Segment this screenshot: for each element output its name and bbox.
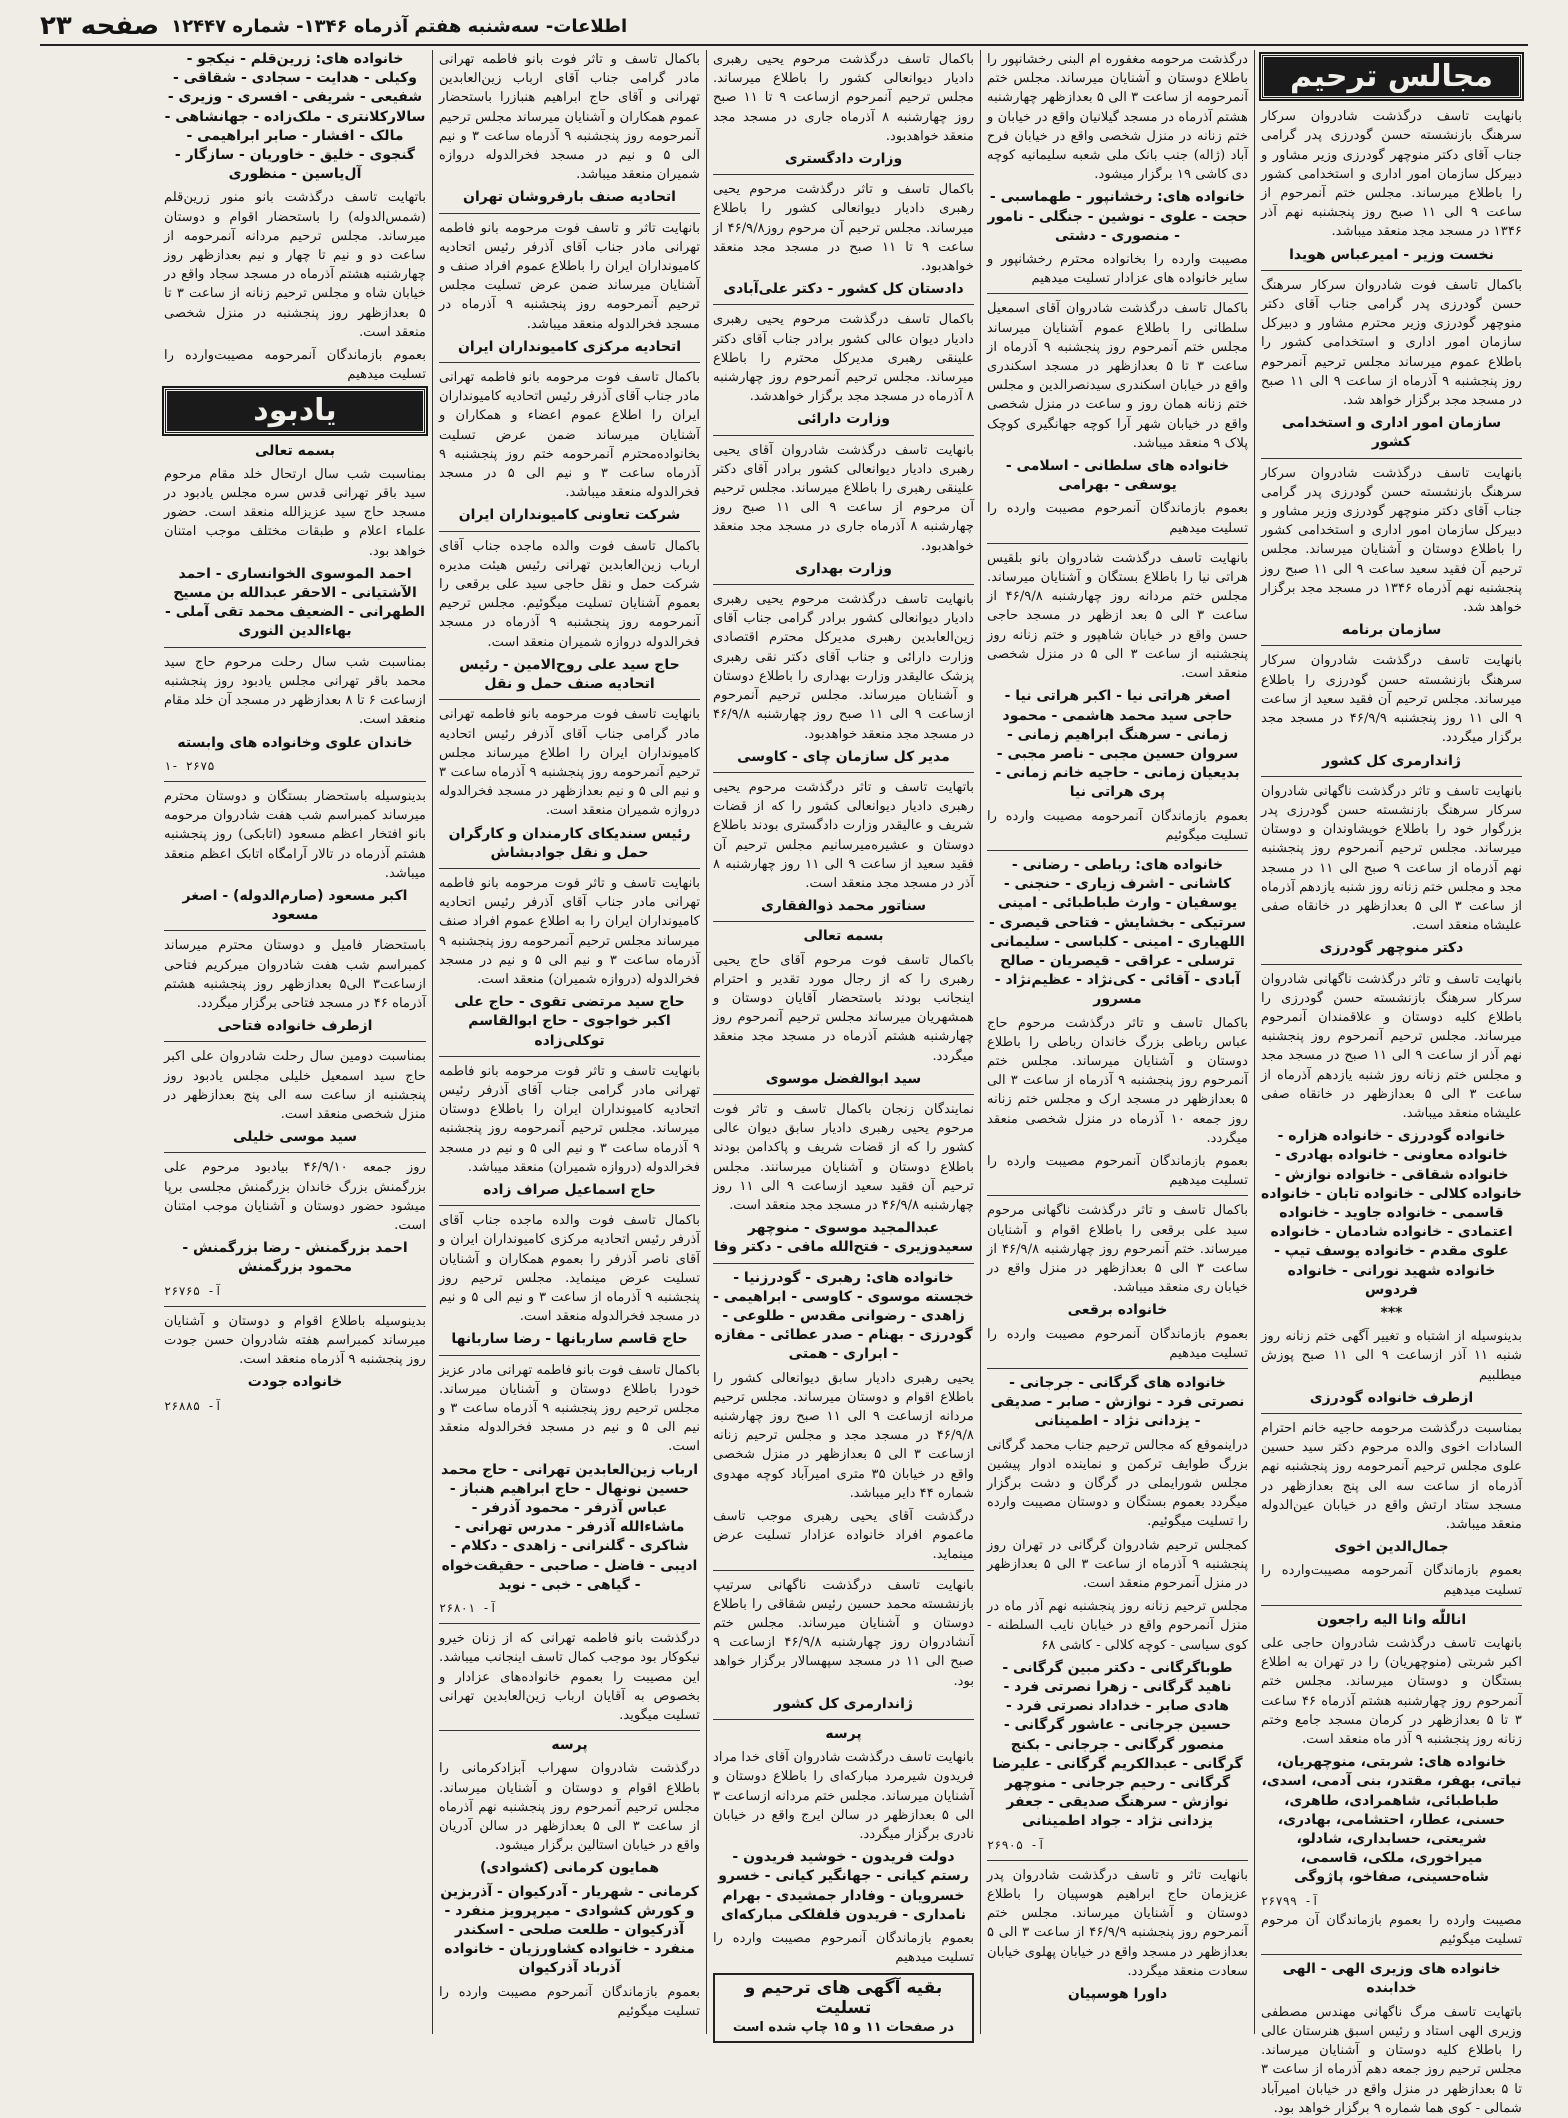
continued-title: بقیه آگهی های ترحیم و تسلیت — [744, 1978, 943, 2018]
notice-signature: دادستان کل کشور - دکتر علی‌آبادی — [723, 281, 964, 298]
families-list: خانواده های: رهبری - گودرزنیا - خجسته موسوی - کاوسی - ابراهیمی - زاهدی - رضوانی مقدس - طلوعی - گودرزی - بهنام - صدر عطائی - مفازه - ابراری - همتی — [713, 1269, 974, 1363]
notice-signature: خانواده جودت — [247, 1374, 343, 1391]
notice-signature: سید موسی خلیلی — [232, 1129, 358, 1146]
notice-text: باکمال تاسف درگذشت شادروان آقای اسمعیل سلطانی را باطلاع عموم آشنایان میرساند مجلس ختم آنمرحوم روز پنجشنبه ۹ آذرماه از ساعت ۳ تا ۵ بعدازظهر در مسجد اسکندری واقع در خیابان اسکندری سیدنصرالدین و مجلس ختم زنانه همان روز و ساعت در منزل شخصی واقع در خیابان شهر آرا کوچه جهانگیری کوچک پلاک ۹ منعقد میباشد. — [987, 301, 1249, 451]
divider — [987, 293, 1248, 294]
notice-text: بدینوسیله از اشتباه و تغییر آگهی ختم زنانه روز شنبه ۱۱ آذر ازساعت ۹ الی ۱۱ صبح پوزش میطلبیم — [1261, 1329, 1522, 1383]
notice-text: بدینوسیله باستحضار بستگان و دوستان محترم میرساند کمبراسم شب هفت شادروان مرحومه بانو افتخار اعظم مسعود (اتابکی) روز پنجشنبه هشتم آذرماه در تالار آرامگاه اتابک اعظم منعقد میباشد. — [164, 788, 426, 881]
notice-text: باکمال تاسف فوت والده ماجده جناب آقای آذرفر رئیس اتحادیه مرکزی کامیونداران ایران و آقای ناصر آذرفر را بعموم همکاران و آشنایان تسلیت عرض مینماید. مجلس ترحیم روز پنجشنبه ۹ آذرماه از ساعت ۳ و نیم الی ۵ و نیم در مسجد فخرالدوله منعقد است. — [439, 1213, 700, 1325]
notice-signature: حاج قاسم ساربانها - رضا ساربانها — [451, 1331, 688, 1348]
notice-text: درگذشت شادروان سهراب آبزادکرمانی را باطلاع اقوام و دوستان و آشنایان میرساند. مجلس ترحیم آنمرحوم روز پنجشنبه نهم آذرماه از ساعت ۳ الی ۵ بعدازظهر در سالن آدریان واقع در خیابان استالین برگزار میشود. — [439, 1761, 700, 1854]
notice-text: باکمال تاسف فوت والده ماجده جناب آقای ارباب زین‌العابدین تهرانی رئیس هیئت مدیره شرکت حمل و نقل حاجی سید علی برقعی را بعموم آشنایان تسلیت میگوئیم. مجلس ترحیم آنمرحومه روز پنجشنبه ۹ آذرماه در مسجد فخرالدوله دروازه شمیران منعقد است. — [439, 538, 700, 650]
notice-text: مصیبت وارده را بخانواده محترم رخشانپور و سایر خانواده های عزادار تسلیت میدهیم — [987, 252, 1248, 287]
notice-text: بانهایت تاثر و تاسف فوت مرحومه بانو فاطمه تهرانی مادر جناب آقای آذرفر رئیس اتحادیه کامیونداران ایران را باطلاع عموم افراد صنف و آشنایان میرساند ضمن عرض تسلیت مجلس ترحیم آنمرحومه روز پنجشنبه ۹ آذرماه در مسجد فخرالدوله منعقد میباشد. — [439, 220, 700, 332]
divider — [439, 1623, 700, 1624]
divider — [164, 930, 426, 931]
notice-text: بعموم بازماندگان آنمرحومه مصیبت وارده را تسلیت میگوئیم — [987, 808, 1248, 843]
notice-text: بعموم بازماندگان آنمرحوم مصیبت وارده را تسلیت میدهیم — [987, 501, 1248, 536]
divider — [987, 1195, 1248, 1196]
notice-text: باکمال تاسف درگذشت مرحوم یحیی رهبری دادیار دیوانعالی کشور را باطلاع میرساند. مجلس ترحیم آنمرحوم ازساعت ۹ تا ۱۱ صبح روز چهارشنبه ۸ آذرماه جاری در مسجد مجد منعقد خواهدبود. — [713, 52, 975, 144]
notice-text: نمایندگان زنجان باکمال تاسف و تاثر فوت مرحوم یحیی رهبری دادیار سابق دیوان عالی کشور را که از قضات شریف و پاکدامن بودند باطلاع دوستان و آشنایان میرسانند. مجلس ترحیم آن فقید سعید ازساعت ۹ الی ۱۱ روز چهارشنبه ۴۶/۹/۸ در مسجد مجد منعقد است. — [713, 1101, 974, 1213]
divider — [1261, 1605, 1522, 1606]
notice-text: روز جمعه ۴۶/۹/۱۰ بیادبود مرحوم علی بزرگمنش بزرگ خاندان بزرگمنش مجلسی برپا میشود حضور دوستان و آشنایان موجب امتنان است. — [164, 1160, 427, 1233]
notice-text: بانهایت تاثر و تاسف درگذشت شادروان پدر عزیزمان حاج ابراهیم هوسپیان را باطلاع دوستان و آشنایان میرساند. مجلس ختم آنمرحوم روز پنجشنبه ۴۶/۹/۹ از ساعت ۳ الی ۵ بعدازظهر در مسجد واقع در خیابان پهلوی خیابان سعادت منعقد میگردد. — [987, 1867, 1248, 1979]
ad-code: آ- ۲۶۷۶۵ — [164, 1283, 222, 1298]
notice-text: بانهایت تاسف درگذشت شادروان سرکار سرهنگ بازنشسته حسن گودرزی را باطلاع میرساند. مجلس ترحیم آن فقید سعید از ساعت ۹ الی ۱۱ روز پنجشنبه ۴۶/۹/۹ در مسجد مجد برگزار میگردد. — [1261, 653, 1523, 746]
ad-code: آ- ۲۶۹۰۵ — [987, 1837, 1045, 1852]
section-banner-memorial: مجالس ترحیم — [1261, 54, 1522, 99]
notice-text: درگذشت بانو فاطمه تهرانی که از زنان خیرو نیکوکار بود موجب کمال تاسف اینجانب میباشد. این مصیبت را بعموم خانواده‌های عزادار و بخصوص به آقایان ارباب زین‌العابدین تهرانی تسلیت میگوید. — [439, 1631, 700, 1724]
families-list: خانواده های سلطانی - اسلامی - یوسفی - بهرامی — [1005, 458, 1230, 494]
notice-signature: عبدالمجید موسوی - منوچهر سعیدوزیری - فتح‌الله مافی - دکتر وفا — [713, 1220, 974, 1256]
notice-text: باکمال تاسف و تاثر درگذشت مرحوم حاج عباس رباطی بزرگ خاندان رباطی را باطلاع دوستان و آشنایان میرساند. مجلس ختم آنمرحوم روز پنجشنبه ۹ آذرماه از ساعت ۳ الی ۵ بعدازظهر در مسجد ارک و مجلس ختم زنانه روز جمعه ۱۰ آذرماه در منزل شخصی منعقد میگردد. — [987, 1015, 1248, 1146]
notice-heading: بسمه تعالی — [803, 928, 884, 945]
notice-signature: وزارت بهداری — [795, 560, 892, 577]
notice-text: بانهایت تاسف درگذشت شادروان حاجی علی اکبر شربتی (منوچهریان) را در تهران به اطلاع بستگان و دوستان میرساند. مجلس ختم آنمرحوم روز چهارشنبه هشتم آذرماه ۴۶ ساعت ۳ تا ۵ بعدازظهر در کرمان مسجد جامع وختم زنانه روز پنجشنبه ۹ آذر ماه منعقد است. — [1261, 1636, 1522, 1748]
notice-signature: نخست وزیر - امیرعباس هویدا — [1289, 246, 1494, 263]
notice-text: بانهایت تاسف درگذشت شادروان آقای خدا مراد فریدون شیرمرد مبارکه‌ای را باطلاع دوستان و آشنایان میرساند. مجلس ختم مردانه ازساعت ۳ الی ۵ بعدازظهر در سالن ایرج واقع در خیابان نادری برگزار میگردد. — [713, 1750, 974, 1843]
column-2 — [980, 50, 1254, 2034]
notice-text: بمناسبت شب سال ارتحال خلد مقام مرحوم سید باقر تهرانی قدس سره مجلس یادبود در مسجد حاج سید عزیزالله منعقد است. حضور علماء اعلام و طبقات مختلف موجب امتنان خواهد بود. — [164, 466, 426, 559]
families-list: خانواده های گرگانی - جرجانی - نصرتی فرد - نوازش - صابر - صدیقی - یزدانی نژاد - اطمینانی — [990, 1375, 1245, 1430]
divider — [439, 1205, 700, 1206]
notice-text: باکمال تاسف و تاثر درگذشت مرحوم یحیی رهبری دادیار دیوانعالی کشور را باطلاع میرساند. مجلس ترحیم آن مرحوم روز۴۶/۹/۸ از ساعت ۹ تا ۱۱ صبح در مسجد مجد منعقد خواهدبود. — [713, 182, 975, 275]
families-list: دولت فریدون - خوشید فریدون - رستم کیانی - جهانگیر کیانی - خسرو خسرویان - وفادار جمشیدی - بهرام نامداری - فریدون فلفلکی مبارکه‌ای — [718, 1849, 969, 1923]
column-3 — [706, 50, 980, 2034]
columns — [40, 50, 1528, 2116]
notice-text: باتهایت تاسف و تاثر درگذشت مرحوم یحیی رهبری دادیار دیوانعالی کشور را که از قضات شریف و عالیقدر وزارت دادگستری بودند باطلاع دوستان و عشیره‌میرسانیم مجلس ترحیم آن فقید سعید از ساعت ۹ الی ۱۱ روز چهارشنبه ۸ آذر در مسجد مجد منعقد است. — [713, 779, 974, 891]
ad-code: آ- ۲۶۸۰۱ — [439, 1601, 497, 1616]
notice-signature: جمال‌الدین اخوی — [1334, 1539, 1449, 1556]
notice-signature: مدیر کل سازمان چای - کاوسی — [737, 748, 950, 765]
divider — [987, 850, 1248, 851]
divider — [713, 304, 974, 305]
divider — [439, 362, 700, 363]
notice-signature: خاندان علوی وخانواده های وابسته — [177, 734, 413, 751]
notice-signature: خانواده برقعی — [1067, 1302, 1168, 1319]
divider — [1261, 270, 1522, 271]
divider — [987, 543, 1248, 544]
families-list: ارباب زین‌العابدین تهرانی - حاج محمد حسین نونهال - حاج ابراهیم هنباز - عباس آذرفر - محمود آذرفر - ماشاءالله آذرفر - مدرس تهرانی - شاکری - گلنرانی - زاهدی - دکلام - ادیبی - فاضل - صاحبی - حقیقت‌خواه - گیاهی - خبی - نوید — [440, 1461, 699, 1593]
notice-text: بعموم بازماندگان آنمرحوم مصیبت وارده را تسلیت میدهیم — [987, 1153, 1248, 1189]
families-list: خانواده های: رباطی - رضانی - کاشانی - اشرف زیاری - حنجنی - یوسفیان - وارث طباطبائی - امینی سرتیکی - بخشایش - فتاحی قیصری - اللهیاری - امینی - کلباسی - سلیمانی ترسلی - عراقی - قیصریان - صالح آبادی - آقائی - کی‌نژاد - عظیم‌نژاد - مسرور — [989, 856, 1246, 1008]
notice-signature: اتحادیه مرکزی کامیونداران ایران — [457, 338, 682, 355]
continued-notice-box — [713, 1973, 974, 2043]
notice-heading: بسمه تعالی — [254, 442, 336, 459]
notice-text: دراینموقع که مجالس ترحیم جناب محمد گرگانی بزرگ طوایف ترکمن و نماینده ادوار پیشین مجلس شورایملی در گرگان و دشت برگزار میگردد بعموم بستگان و دوستان مصیبت وارده را تسلیت میگوئیم. — [987, 1437, 1248, 1530]
notice-text: باکمال تاسف و تاثر فوت بانو فاطمه تهرانی مادر گرامی جناب آقای ارباب زین‌العابدین تهرانی و آقای حاج ابراهیم هنبازرا باستحضار عموم همکاران و آشنایان میرساند مجلس ترحیم آنمرحومه روز پنجشنبه ۹ آذرماه ساعت ۳ و نیم الی ۵ و نیم در مسجد فخرالدوله دروازه شمیران منعقد میباشد. — [439, 52, 700, 183]
notice-text: بانهایت تاسف درگذشت مرحوم یحیی رهبری دادیار دیوانعالی کشور برادر گرامی جناب آقای زین‌العابدین رهبری مدیرکل محترم اقتصادی وزارت دارائی و جناب آقای دکتر نقی رهبری پزشک عالیقدر وزارت بهداری را باطلاع دوستان و آشنایان میرساند. مجلس ترحیم آنمرحوم ازساعت ۹ الی ۱۱ صبح روز چهارشنبه ۴۶/۹/۸ در مسجد مجد منعقد خواهدبود. — [713, 592, 974, 742]
page-number: صفحه ۲۳ — [40, 11, 160, 41]
notice-signature: ژاندارمری کل کشور — [1322, 752, 1461, 769]
ad-code: ۱- ۲۶۷۵ — [164, 758, 215, 773]
notice-text: باکمال تاسف فوت مرحوم آقای حاج یحیی رهبری را که از رجال مورد تقدیر و احترام اینجانب بودند باستحضار آقایان دوستان و همشهریان میرساند مجلس ترحیم آنمرحوم روز چهارشنبه هشتم آذرماه در مسجد مجد منعقد میگردد. — [713, 952, 974, 1064]
notice-text: کمجلس ترحیم شادروان گرگانی در تهران روز پنجشنبه ۹ آذرماه از ساعت ۳ الی ۵ بعدازظهر در منزل آنمرحوم منعقد است. — [987, 1537, 1248, 1592]
divider — [439, 1730, 700, 1731]
notice-signature: احمد الموسوی الخوانساری - احمد الآشتیانی - الاحقر عبدالله بن مسیح الطهرانی - الضعیف محمد تقی آملی - بهاءالدین النوری — [165, 565, 425, 640]
divider — [1261, 458, 1522, 459]
divider — [713, 1570, 974, 1571]
notice-text: درگذشت مرحومه مغفوره ام البنی رخشانپور را باطلاع دوستان و آشنایان میرساند. مجلس ختم آنمرحومه از ساعت ۳ الی ۵ بعدازظهر چهارشنبه هشتم آذرماه در مسجد گیلانیان واقع در خیابان و ختم زنانه در منزل شخصی واقع در خیابان فرح آباد (ژاله) جنب بانک ملی شعبه سلیمانیه کوچه دی کاشی ۱۹ برگزار میشود. — [987, 52, 1248, 183]
issue-info: اطلاعات- سه‌شنبه هفتم آذرماه ۱۳۴۶- شماره ۱۲۴۴۷ — [171, 15, 628, 37]
notice-heading: اناللّٰه وانا الیه راجعون — [1316, 1611, 1467, 1628]
families-list: کرمانی - شهریار - آدرکیوان - آذربزین و کورش کشوادی - میرپرویز منفرد - آذرکیوان - طلعت صلحی - اسکندر منفرد - خانواده کشاورزیان - خانواده آذرباد آذرکیوان — [440, 1883, 699, 1977]
divider — [1261, 964, 1522, 965]
notice-text: بانهایت تاسف درگذشت شادروان آقای یحیی رهبری دادیار دیوانعالی کشور برادر آقای دکتر علینقی رهبری را باطلاع میرساند. مجلس ترحیم آن مرحوم از ساعت ۹ الی ۱۱ صبح روز چهارشنبه ۸ آذرماه جاری در مسجد مجد منعقد خواهدبود. — [713, 442, 974, 554]
divider — [439, 1355, 700, 1356]
page-header — [40, 8, 1528, 46]
families-list: خانواده گودرزی - خانواده هزاره - خانواده معاونی - خانواده بهادری - خانواده شقاقی - خانواده نوازش - خانواده کلالی - خانواده تابان - خانواده قاسمی - خانواده جاوید - خانواده اعتمادی - خانواده شادمان - خانواده علوی مقدم - خانواده یوسف تیپ - خانواده شهید نورانی - خانواده فردوس — [1261, 1128, 1522, 1298]
families-list: طوباگرگانی - دکتر مبین گرگانی - ناهید گرگانی - زهرا نصرتی فرد - هادی صابر - خداداد نصرتی فرد - حسین جرجانی - عاشور گرگانی - منصور گرگانی - جرجانی - بکنج گرگانی - عبدالکریم گرگانی - علیرضا گرگانی - رحیم جرجانی - منوچهر نوازش - سرهنگ صدیقی - جعفر یزدانی نژاد - جواد اطمینانی — [992, 1659, 1243, 1830]
notice-signature: احمد بزرگمنش - رضا بزرگمنش - محمود بزرگمنش — [182, 1240, 408, 1276]
notice-text: بمناسبت شب سال رحلت مرحوم حاج سید محمد باقر تهرانی مجلس یادبود روز پنجشنبه ازساعت ۶ تا ۸ بعدازظهر در مسجد آن خلد مقام منعقد است. — [164, 654, 426, 728]
notice-text: یحیی رهبری دادیار سابق دیوانعالی کشور را باطلاع اقوام و دوستان میرساند. مجلس ترحیم مردانه ازساعت ۹ الی ۱۱ صبح روز چهارشنبه ۴۶/۹/۸ در مسجد مجد و مجلس ترحیم زنانه ازساعت ۳ الی ۵ بعدازظهر در منزل شخصی واقع در خیابان ۳۵ متری امیرآباد کوچه مهدوی شماره ۴۴ دایر میباشد. — [713, 1370, 974, 1501]
notice-signature: وزارت دارائی — [797, 411, 890, 428]
notice-text: بعموم بازماندگان آنمرحوم مصیبت وارده را تسلیت میگوئیم — [439, 1984, 700, 2019]
ad-code: آ- ۲۶۸۸۵ — [164, 1398, 222, 1413]
notice-text: بعموم بازماندگان آنمرحوم مصیبت وارده را تسلیت میدهیم — [987, 1326, 1248, 1361]
notice-signature: دکتر منوچهر گودرزی — [1319, 940, 1464, 957]
notice-text: باکمال تاسف فوت بانو فاطمه تهرانی مادر عزیز خودرا باطلاع دوستان و آشنایان میرساند. مجلس ترحیم روز پنجشنبه ۹ آذرماه ساعت ۳ و نیم الی ۵ و نیم در مسجد فخرالدوله منعقد است. — [439, 1362, 701, 1455]
notice-text: بعموم بازماندگان آنمرحوم مصیبت وارده را تسلیت میدهیم — [713, 1931, 974, 1966]
divider — [1261, 645, 1522, 646]
notice-signature: اکبر مسعود (صارم‌الدوله) - اصغر مسعود — [182, 887, 408, 924]
notice-text: بانهایت تاسف درگذشت شادروان سرکار سرهنگ بازنشسته حسن گودرزی پدر گرامی جناب آقای دکتر منوچهر گودرزی وزیر مشاور و دبیرکل سازمان امور اداری و استخدامی کشور را باطلاع دوستان و آشنایان میرساند. مجلس ترحیم آن فقید سعید ساعت ۹ الی ۱۱ صبح روز پنجشنبه نهم آذرماه ۱۳۴۶ در مسجد مجد برگزار خواهد شد. — [1261, 465, 1522, 616]
notice-signature: حاج سید مرتضی تقوی - حاج علی اکبر خواجوی - حاج ابوالقاسم توکلی‌زاده — [454, 994, 685, 1049]
notice-text: باستحضار فامیل و دوستان محترم میرساند کمبراسم شب هفت شادروان میرکریم فتاحی ازساعت۳ الی۵ بعدازظهر روز پنجشنبه هشتم آذرماه ۴۶ در مسجد فتاحی برگزار میگردد. — [164, 938, 426, 1011]
notice-text: بمناسبت دومین سال رحلت شادروان علی اکبر حاج سید اسمعیل خلیلی مجلس یادبود روز پنجشنبه از ساعت سه الی پنج بعدازظهر در منزل شخصی منعقد است. — [164, 1049, 426, 1122]
notice-heading: پرسه — [825, 1726, 862, 1743]
divider — [164, 1306, 426, 1307]
notice-signature: داورا هوسپیان — [1067, 1986, 1168, 2003]
divider — [164, 647, 426, 648]
notice-signature: شرکت تعاونی کامیونداران ایران — [458, 507, 681, 524]
notice-text: بانهایت تاسف و تاثر درگذشت ناگهانی شادروان سرکار سرهنگ بازنشسته حسن گودرزی پدر بزرگوار خود را باطلاع خویشاوندان و دوستان میرساند. مجلس ترحیم آنمرحوم روز پنجشنبه نهم آذرماه از ساعت ۹ صبح الی ۱۱ در مسجد مجد و مجلس ختم زنانه روز شنبه یازدهم آذرماه از ساعت ۳ الی ۵ بعدازظهر در خانقاه صفی علیشاه منعقد است. — [1261, 783, 1523, 934]
families-list: خانواده های: رخشانپور - طهماسبی - حجت - علوی - نوشین - جنگلی - نامور - منصوری - دشتی — [987, 189, 1248, 244]
divider — [439, 699, 700, 700]
column-5 — [158, 50, 432, 2034]
families-list: خانواده های: شربتی، منوچهریان، نیاتی، بهفر، مقتدر، بنی آدمی، اسدی، طباطبائی، شاهمرادی، طاهری، حسنی، عطار، احتشامی، بهادری، شریعتی، حسابداری، شادلو، میراخوری، ملکی، قاسمی، شاه‌حسینی، صفاخو، پاژوگی — [1261, 1754, 1522, 1886]
notice-text: بانهایت تاسف درگذشت شادروان بانو بلقیس هراتی نیا را باطلاع بستگان و آشنایان میرساند. مجلس ختم مردانه روز چهارشنبه ۴۶/۹/۸ از ساعت ۳ الی ۵ بعد ازظهر در مسجد حاجی حسن واقع در خیابان شاهپور و ختم زنانه روز پنجشنبه از ساعت ۳ الی ۵ در منزل شخصی منعقد است. — [987, 550, 1249, 682]
divider — [713, 435, 974, 436]
notice-text: بمناسبت درگذشت مرحومه حاجیه خانم احترام السادات اخوی والده مرحوم دکتر سید حسین علوی مجلس ترحیم آنمرحومه روز پنجشنبه نهم آذرماه از ساعت سه الی پنج بعدازظهر در مسجد ستاد ارتش واقع در خیابان عین‌الدوله منعقد میباشد. — [1261, 1421, 1522, 1533]
notice-text: باتهایت تاسف مرگ ناگهانی مهندس مصطفی وزیری الهی استاد و رئیس اسبق هنرستان عالی را باطلاع کلیه دوستان و آشنایان میرساند. مجلس ترحیم روز جمعه دهم آذرماه از ساعت ۳ تا ۵ بعدازظهر در منزل واقع در خیابان امیرآباد شمالی - کوی هما شماره ۹ برگزار خواهد بود. — [1261, 2004, 1522, 2116]
families-list: اصغر هراتی نیا - اکبر هراتی نیا - حاجی سید محمد هاشمی - محمود زمانی - سرهنگ ابراهیم زمانی - سروان حسین مجبی - ناصر مجبی - بدیعیان زمانی - حاجیه خانم زمانی - پری هراتی نیا — [995, 688, 1240, 801]
divider — [713, 174, 974, 175]
divider — [713, 772, 974, 773]
notice-text: بانهایت تاسف و تاثر فوت مرحومه بانو فاطمه تهرانی مادر گرامی جناب آقای آذرفر رئیس اتحادیه کامیونداران ایران را باطلاع دوستان میرساند. مجلس ترحیم آنمرحومه روز پنجشنبه ۹ آذرماه ساعت ۳ و نیم الی ۵ و نیم در مسجد فخرالدوله (دروازه شمیران) منعقد میباشد. — [439, 1063, 700, 1175]
divider — [439, 531, 700, 532]
notice-text: مصیبت وارده را بعموم بازماندگان آن مرحوم تسلیت میگوئیم — [1261, 1912, 1522, 1948]
divider — [439, 868, 700, 869]
notice-heading: خانواده های وزیری الهی - الهی خدابنده — [1282, 1961, 1501, 1997]
notice-text: باکمال تاسف فوت مرحومه بانو فاطمه تهرانی مادر جناب آقای آذرفر رئیس اتحادیه کامیونداران ایران را اطلاع عموم اعضاء و همکاران و آشنایان میرساند ضمن عرض تسلیت بخانواده‌محترم آنمرحومه ختم روز پنجشنبه ۹ آذرماه ساعت ۳ و نیم الی ۵ در مسجد فخرالدوله منعقد میباشد. — [439, 370, 700, 501]
notice-text: بانهایت تاسف و تاثر فوت مرحومه بانو فاطمه تهرانی مادر جناب آقای آذرفر رئیس اتحادیه کامیونداران ایران را به اطلاع عموم افراد صنف میرساند مجلس ترحیم آنمرحومه روز پنجشنبه ۹ آذرماه ساعت ۳ و نیم الی ۵ و نیم در مسجد فخرالدوله (دروازه شمیران) منعقد است. — [439, 875, 700, 987]
notice-text: درگذشت آقای یحیی رهبری موجب تاسف ماعموم افراد خانواده عزادار تسلیت عرض مینماید. — [713, 1509, 974, 1563]
divider — [713, 921, 974, 922]
notice-signature: رئیس سندیکای کارمندان و کارگران حمل و نقل جوادبشاش — [448, 825, 691, 861]
notice-signature: سازمان برنامه — [1341, 622, 1442, 639]
divider — [439, 1056, 700, 1057]
divider — [1261, 1413, 1522, 1414]
notice-signature: وزارت دادگستری — [784, 151, 903, 168]
notice-text: مجلس ترحیم زنانه روز پنجشنبه نهم آذر ماه در منزل آنمرحوم واقع در خیابان نایب السلطنه - کوی سیاسی - کوچه کلالی - کاشی ۶۸ — [987, 1599, 1248, 1653]
divider — [713, 584, 974, 585]
notice-signature: سازمان امور اداری و استخدامی کشور — [1281, 415, 1502, 451]
section-banner-remembrance: یادبود — [164, 388, 426, 433]
notice-signature: حاج اسماعیل صراف زاده — [483, 1181, 656, 1198]
column-4 — [432, 50, 706, 2034]
notice-signature: اتحادیه صنف بارفروشان تهران — [463, 189, 676, 206]
notice-text: باکمال تاسف و تاثر درگذشت ناگهانی مرحوم سید علی برقعی را باطلاع اقوام و آشنایان میرساند. ختم آنمرحوم روز چهارشنبه ۴۶/۹/۸ از ساعت ۳ الی ۵ بعدازظهر در منزل واقع در خیابان ری منعقد میباشد. — [987, 1203, 1248, 1296]
divider — [164, 1041, 426, 1042]
divider — [713, 1263, 974, 1264]
notice-text: بانهایت تاسف و تاثر درگذشت ناگهانی شادروان سرکار سرهنگ بازنشسته حسن گودرزی را باطلاع کلیه دوستان و علاقمندان آنمرحوم میرساند. مجلس ترحیم آنمرحوم روز پنجشنبه نهم آذر از ساعت ۹ الی ۱۱ صبح در مسجد مجد و مجلس ختم زنانه روز شنبه یازدهم آذرماه از ساعت ۳ الی ۵ بعدازظهر در خانقاه صفی علیشاه منعقد میباشد. — [1261, 971, 1523, 1121]
notice-signature: حاج سید علی روح‌الامین - رئیس اتحادیه صنف حمل و نقل — [459, 656, 680, 693]
divider — [987, 1368, 1248, 1369]
notice-signature: سید ابوالفضل موسوی — [765, 1070, 922, 1087]
divider — [713, 1719, 974, 1720]
divider — [164, 781, 426, 782]
notice-signature: سناتور محمد ذوالفقاری — [760, 898, 927, 915]
divider — [439, 213, 700, 214]
divider — [164, 1152, 426, 1153]
notice-text: بعموم بازماندگان آنمرحومه مصیبت‌وارده را تسلیت میدهیم — [1261, 1563, 1522, 1598]
ad-code: آ- ۲۶۷۹۹ — [1261, 1893, 1319, 1908]
notice-text: بانهایت تاسف درگذشت شادروان سرکار سرهنگ بازنشسته حسن گودرزی پدر گرامی جناب آقای دکتر منوچهر گودرزی وزیر مشاور و دبیرکل سازمان امور اداری و استخدامی کشور را باطلاع میرساند. مجلس ختم آنمرحوم از ساعت ۹ الی ۱۱ صبح روز پنجشنبه نهم آذر ۱۳۴۶ در مسجد مجد منعقد میباشد. — [1261, 109, 1522, 240]
divider — [987, 1860, 1248, 1861]
notice-signature: همایون کرمانی (کشوادی) — [479, 1860, 660, 1877]
notice-text: باتهایت تاسف درگذشت بانو منور زرین‌قلم (شمس‌الدوله) را باستحضار اقوام و دوستان میرساند. مجلس ترحیم مردانه آنمرحومه از ساعت دو و نیم تا چهار و نیم بعدازظهر روز چهارشنبه هشتم آذرماه در مسجد سجاد واقع در خیابان شاه و مجلس ترحیم زنانه از ساعت ۳ تا ۵ بعدازظهر روز پنجشنبه در منزل شخصی منعقد است. — [164, 190, 426, 340]
notice-signature: ژاندارمری کل کشور — [774, 1695, 913, 1712]
divider — [1261, 776, 1522, 777]
divider — [713, 1094, 974, 1095]
continued-subtitle: در صفحات ۱۱ و ۱۵ چاپ شده است — [732, 2019, 955, 2035]
notice-text: بانهایت تاسف فوت مرحومه بانو فاطمه تهرانی مادر گرامی جناب آقای آذرفر رئیس اتحادیه کامیونداران ایران را اطلاع میرساند مجلس ترحیم آنمرحومه روز پنجشنبه ۹ آذرماه ساعت ۳ و نیم الی ۵ و نیم بعدازظهر در مسجد فخرالدوله دروازه شمیران منعقد است. — [439, 707, 700, 819]
notice-heading: پرسه — [551, 1737, 588, 1754]
stars-separator: *** — [1380, 1304, 1403, 1321]
notice-signature: ازطرف خانواده گودرزی — [1309, 1389, 1474, 1406]
families-list: خانواده های: زرین‌قلم - نیکجو - وکیلی - هدایت - سجادی - شقاقی - شفیعی - شریفی - افسری - وزیری - سالارکلانتری - ملک‌زاده - جهانشاهی - مالک - افشار - صابر ابراهیمی - گنجوی - خلیق - خاوریان - سازگار - آل‌یاسین - منظوری — [164, 51, 426, 183]
notice-text: باکمال تاسف درگذشت مرحوم یحیی رهبری دادیار دیوان عالی کشور برادر جناب آقای دکتر علینقی رهبری مدیرکل محترم را باطلاع میرساند. مجلس ترحیم آنمرحوم روز چهارشنبه ۸ آذرماه در مسجد مجد برگزار خواهدشد. — [713, 312, 974, 405]
notice-text: بدینوسیله باطلاع اقوام و دوستان و آشنایان میرساند کمبراسم هفته شادروان حسن جودت روز پنجشنبه ۹ آذرماه منعقد است. — [164, 1313, 426, 1368]
divider — [1261, 1954, 1522, 1955]
notice-text: بانهایت تاسف درگذشت ناگهانی سرتیپ بازنشسته محمد حسین رئیس شقاقی را باطلاع دوستان و آشنایان میرساند. مجلس ختم آنشادروان روز چهارشنبه ۴۶/۹/۸ ازساعت ۹ صبح الی ۱۱ در مسجد سپهسالار برگزار خواهد بود. — [713, 1577, 974, 1689]
column-1 — [1254, 50, 1528, 2116]
notice-signature: ازطرف خانواده فتاحی — [217, 1018, 373, 1035]
notice-text: باکمال تاسف فوت شادروان سرکار سرهنگ حسن گودرزی پدر گرامی جناب آقای دکتر منوچهر گودرزی وزیر محترم مشاور و دبیرکل سازمان امور اداری و استخدامی کشور را باطلاع عموم میرساند مجلس ترحیم آنمرحوم روز پنجشنبه ۹ آذرماه از ساعت ۹ الی ۱۱ صبح در مسجد مجد برگزار خواهد شد. — [1261, 277, 1522, 409]
notice-text: بعموم بازماندگان آنمرحومه مصیبت‌وارده را تسلیت میدهیم — [164, 348, 426, 383]
